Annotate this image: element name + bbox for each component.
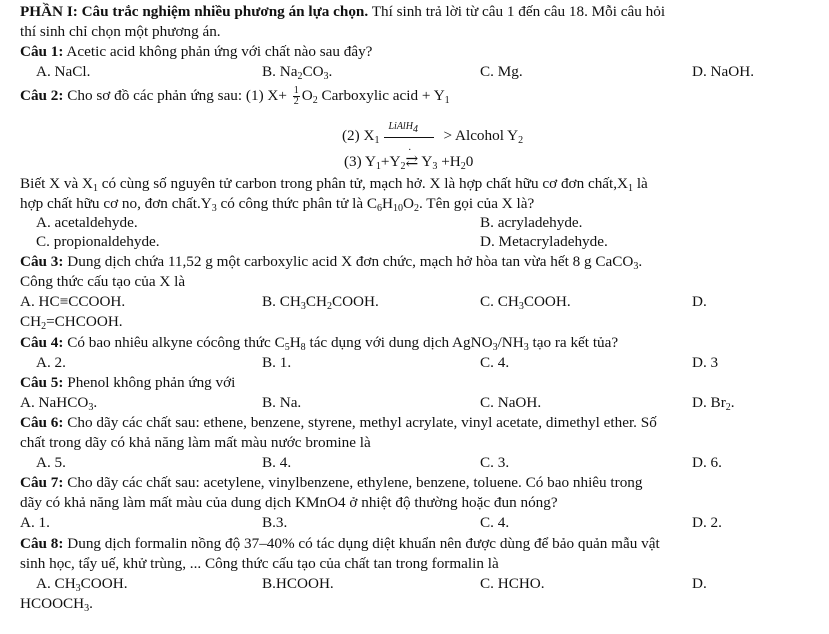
question-8: Câu 8: Dung dịch formalin nồng độ 37–40% có tác dụng diệt khuẩn nên được dùng để bảo quản mẫu vật [20,535,660,552]
q5-option-a[interactable]: A. NaHCO$_3$. [20,394,98,413]
question-number: Câu 7: [20,474,64,491]
q1-option-d[interactable]: D. NaOH. [692,63,755,80]
question-number: Câu 1: [20,43,64,60]
question-3: Câu 3: Dung dịch chứa 11,52 g một carboxylic acid X đơn chức, mạch hở hòa tan vừa hết 8 g CaCO$_3$. [20,253,643,272]
question-2: Câu 2: Cho sơ đồ các phản ứng sau: (1) X+ $\frac{1}{2}$ $O_2$ Carboxylic acid + $Y_1$ [20,85,450,107]
q5-option-c[interactable]: C. NaOH. [480,394,542,411]
q4-option-c[interactable]: C. 4. [480,354,510,371]
q6-option-c[interactable]: C. 3. [480,454,510,471]
question-6: Câu 6: Cho dãy các chất sau: ethene, benzene, styrene, methyl acrylate, vinyl acetate, dimethyl ether. Số [20,414,657,431]
reaction-2: (2) $X_1$ LiAlH$_4$ . > Alcohol $Y_2$ [342,120,524,153]
q8-option-b[interactable]: B.HCOOH. [262,575,334,592]
q8-option-c[interactable]: C. HCHO. [480,575,545,592]
question-number: Câu 6: [20,414,64,431]
q4-option-b[interactable]: B. 1. [262,354,292,371]
q8-option-a[interactable]: A. $CH_3COOH$. [36,575,128,594]
q3-option-d[interactable]: D. [692,293,707,310]
q6-option-d[interactable]: D. 6. [692,454,722,471]
question-text: Acetic acid không phản ứng với chất nào sau đây? [63,43,373,60]
q5-option-d[interactable]: D. $Br_2$. [692,394,735,413]
q2-body-line1: Biết X và $X_1$ có cùng số nguyên tử carbon trong phân tử, mạch hở. X là hợp chất hữu cơ đơn $chất,X_1$ là [20,175,648,194]
reaction-arrow: LiAlH$_4$ . [382,128,440,146]
instructions-line2: thí sinh chỉ chọn một phương án. [20,23,221,40]
q7-option-d[interactable]: D. 2. [692,514,722,531]
q6-line2: chất trong dãy có khả năng làm mất màu nước bromine là [20,434,371,451]
q3-line2: Công thức cấu tạo của X là [20,273,186,290]
q3-option-c[interactable]: C. $CH_3COOH$. [480,293,571,312]
q6-option-b[interactable]: B. 4. [262,454,292,471]
instructions: Thí sinh trả lời từ câu 1 đến câu 18. Mỗi câu hỏi [368,3,666,20]
fraction: $\frac{1}{2}$ [293,85,299,107]
q8-option-d-formula: $HCOOCH_3$. [20,595,93,614]
q4-option-d[interactable]: D. 3 [692,354,719,371]
question-number: Câu 5: [20,374,64,391]
q3-option-d-formula: $CH_2=CHCOOH$. [20,313,123,332]
question-5: Câu 5: Phenol không phản ứng với [20,374,236,391]
q4-option-a[interactable]: A. 2. [36,354,66,371]
question-1 [20,43,372,61]
question-number: Câu 3: [20,253,64,270]
part-title: Câu trắc nghiệm nhiều phương án lựa chọn. [77,3,369,20]
q3-option-a[interactable]: A. HC≡CCOOH. [20,293,126,310]
part-label: PHẦN I: [20,3,78,20]
q7-line2: dãy có khả năng làm mất màu của dung dịch KMnO4 ở nhiệt độ thường hoặc đun nóng? [20,494,558,511]
q3-option-b[interactable]: B. $CH_3CH_2COOH$. [262,293,379,312]
q2-option-b[interactable]: B. acryladehyde. [480,214,583,231]
q7-option-c[interactable]: C. 4. [480,514,510,531]
question-number: Câu 2: [20,86,64,104]
q2-option-d[interactable]: D. Metacryladehyde. [480,233,608,250]
q2-option-c[interactable]: C. propionaldehyde. [36,233,160,250]
question-7: Câu 7: Cho dãy các chất sau: acetylene, vinylbenzene, ethylene, benzene, toluene. Có bao nhiêu trong [20,474,643,491]
q1-option-a[interactable]: A. NaCl. [36,63,91,80]
q1-option-b[interactable]: B. $Na_2CO_3$. [262,63,333,82]
q8-line2: sinh học, tẩy uế, khử trùng, ... Công thức cấu tạo của chất tan trong formalin là [20,555,499,572]
q6-option-a[interactable]: A. 5. [36,454,66,471]
q1-option-c[interactable]: C. Mg. [480,63,523,80]
q5-option-b[interactable]: B. Na. [262,394,302,411]
q7-option-b[interactable]: B.3. [262,514,288,531]
q7-option-a[interactable]: A. 1. [20,514,50,531]
question-number: Câu 8: [20,535,64,552]
q2-option-a[interactable]: A. acetaldehyde. [36,214,138,231]
question-4: Câu 4: Có bao nhiêu alkyne cócông thức $C_5H_8$ tác dụng với dung dịch $AgNO_3/NH_3$ tạo ra kết tủa? [20,334,619,353]
q2-body-line2: hợp chất hữu cơ no, đơn $chất.Y_3$ có công thức phân tử là $C_6H_{10}O_2$. Tên gọi của X là? [20,195,535,214]
q8-option-d[interactable]: D. [692,575,707,592]
section-header [20,3,665,21]
reaction-3: (3) $Y_1+Y_2⇄$ $Y_3 +H_20$ [344,153,474,172]
question-number: Câu 4: [20,334,64,351]
